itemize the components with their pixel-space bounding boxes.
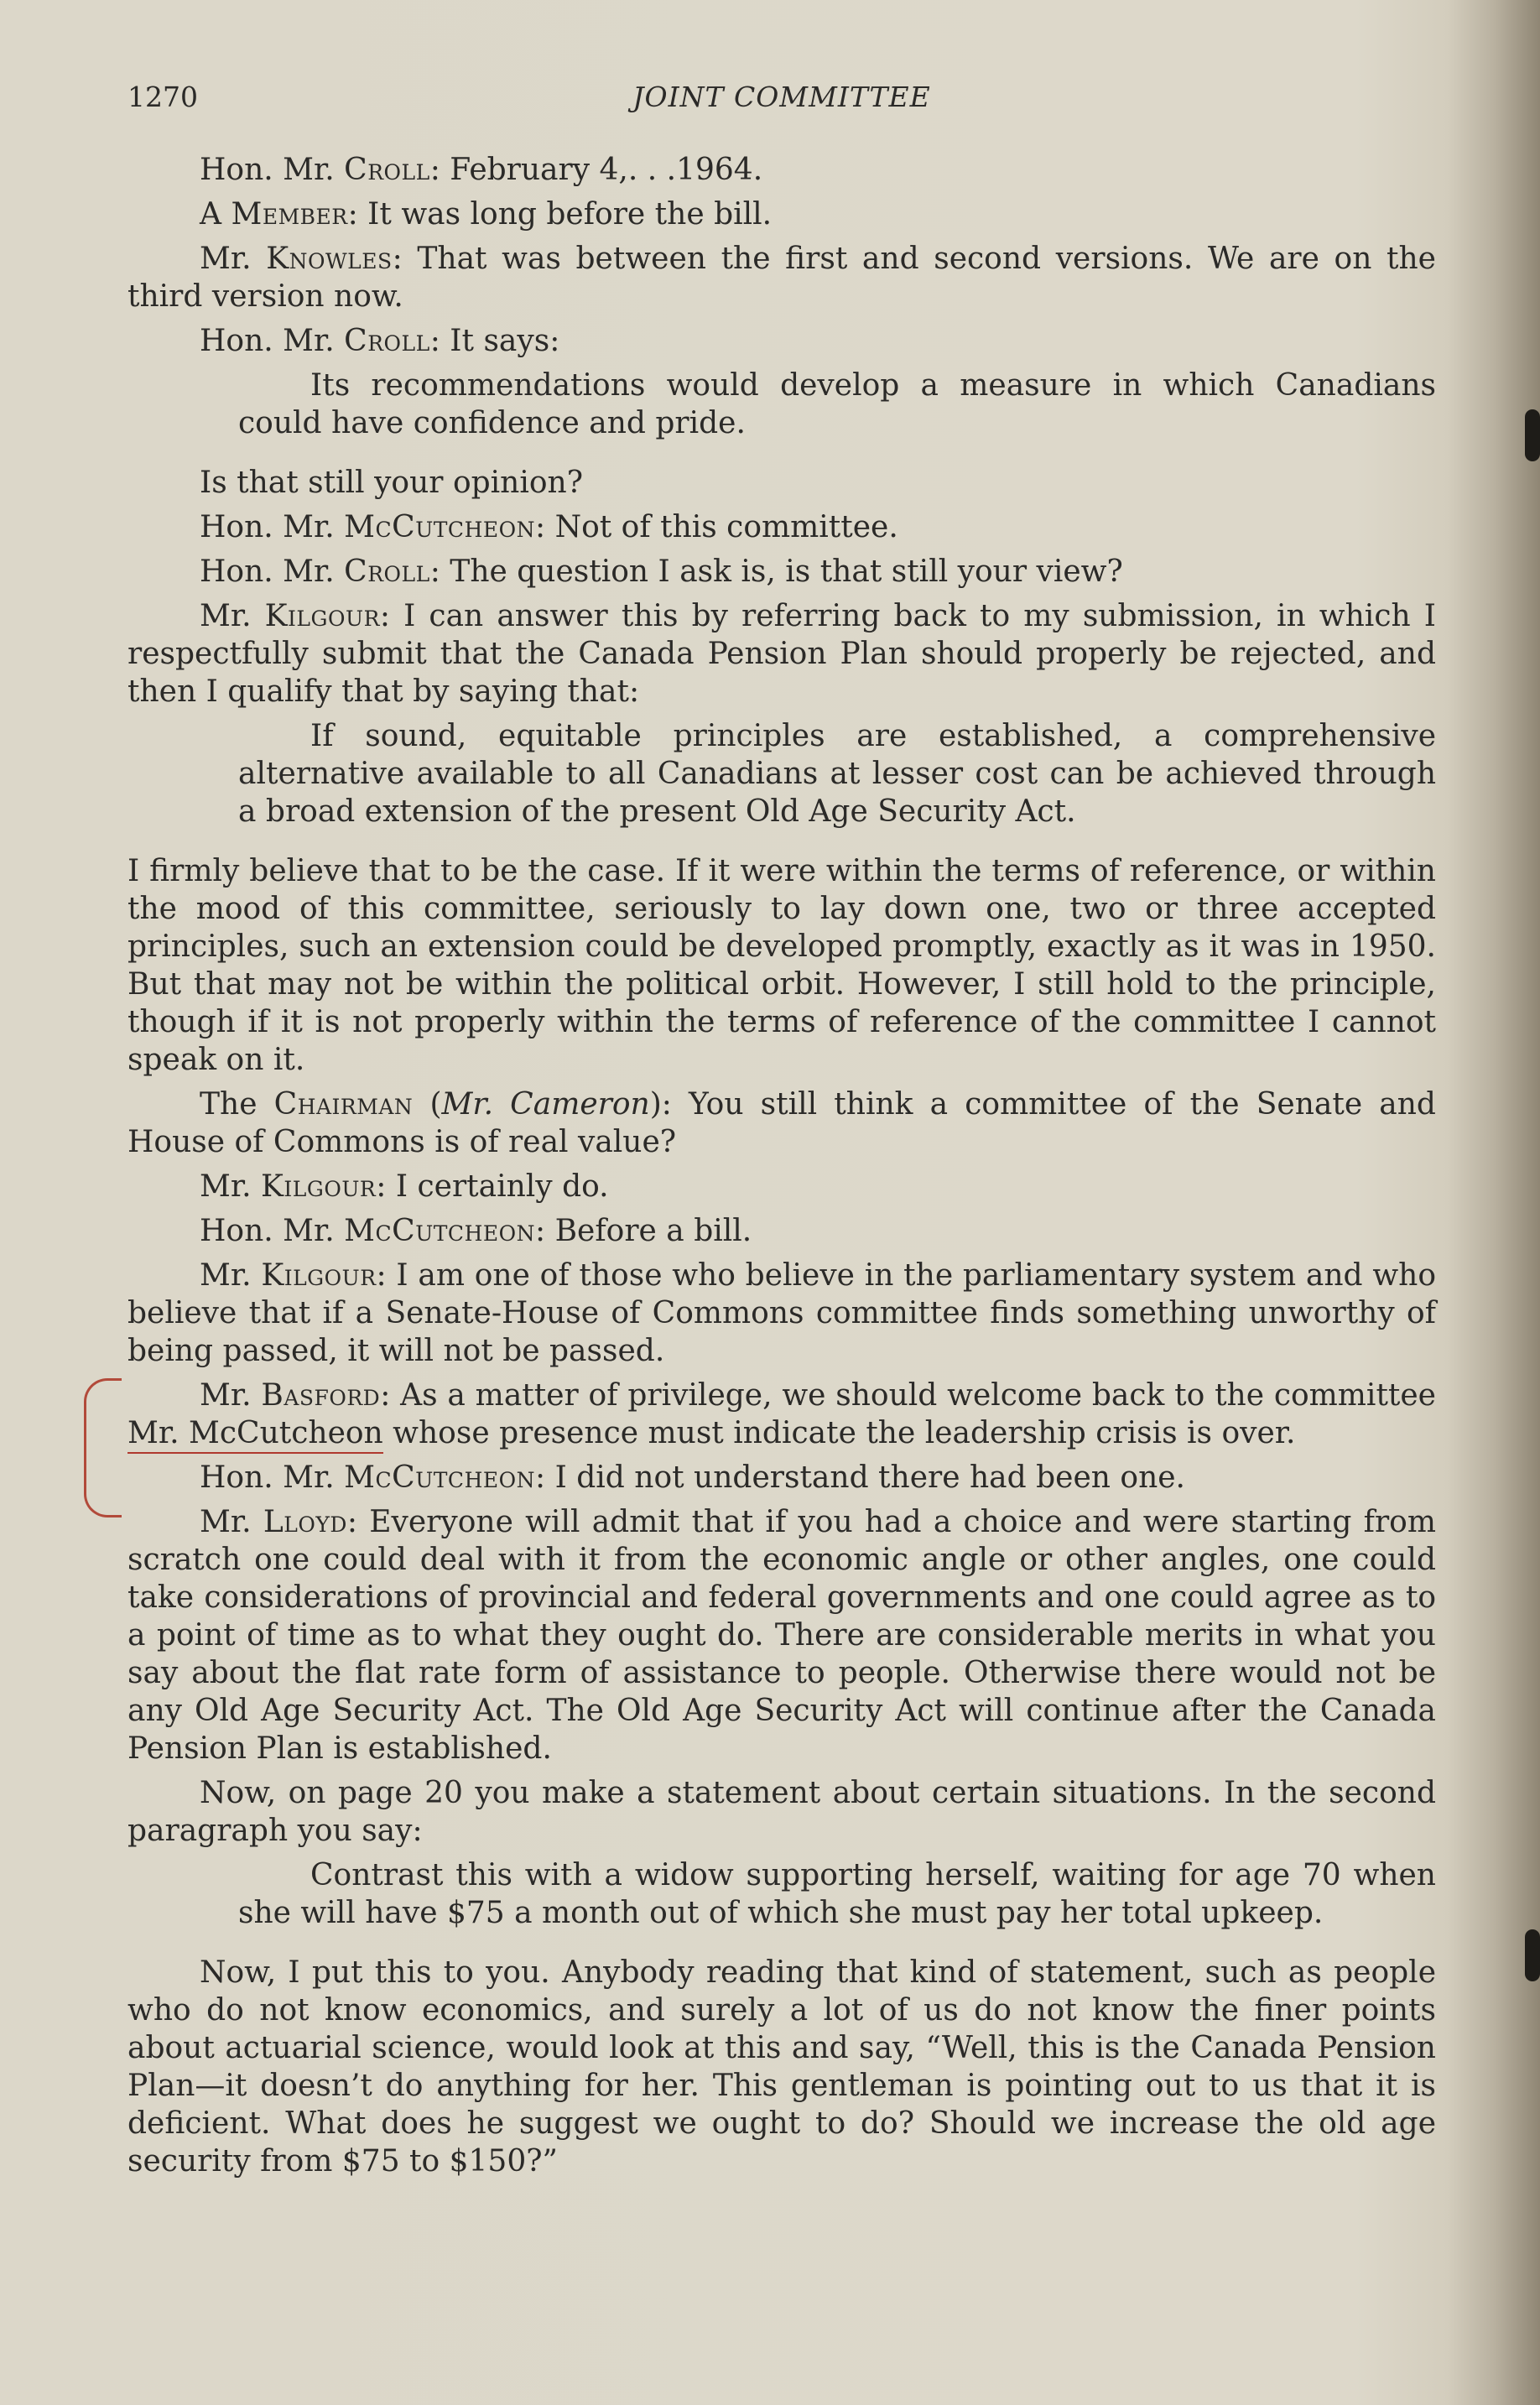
running-head: JOINT COMMITTEE [632, 81, 931, 113]
paragraph: A Member: It was long before the bill. [200, 197, 773, 232]
margin-bracket-annotation [84, 1378, 122, 1517]
speaker-name: Chairman [273, 1087, 414, 1122]
block-quote: If sound, equitable principles are established, a comprehensive alternative available to all Canadians at lesser cost can be achieved through a broad extension of the present Old Age Security Act. [238, 719, 1436, 829]
speaker-name: Croll [344, 554, 430, 589]
speaker-name: Knowles [266, 242, 393, 276]
paragraph-annotated: Mr. Basford: As a matter of privilege, we should welcome back to the committee Mr. McCutcheon whose presence must indicate the leadership crisis is over. [127, 1377, 1436, 1452]
paragraph: Mr. Lloyd: Everyone will admit that if you had a choice and were starting from scratch one could deal with it from the economic angle or other angles, one could take considerations of provincial and federal governments and one could agree as to a point of time as to what they ought do. There are considerable merits in what you say about the flat rate form of assistance to people. Otherwise there would not be any Old Age Security Act. The Old Age Security Act will continue after the Canada Pension Plan is established. [127, 1505, 1436, 1766]
paragraph: I firmly believe that to be the case. If it were within the terms of reference, or within the mood of this committee, seriously to lay down one, two or three accepted principles, such an extension could be developed promptly, exactly as it was in 1950. But that may not be within the political orbit. However, I still hold to the principle, though if it is not properly within the terms of reference of the committee I cannot speak on it. [127, 854, 1436, 1077]
paragraph: Hon. Mr. McCutcheon: Not of this committee. [200, 510, 898, 544]
paragraph: Mr. Kilgour: I can answer this by referring back to my submission, in which I respectfully submit that the Canada Pension Plan should properly be rejected, and then I qualify that by saying that: [127, 599, 1436, 709]
speaker-name: Croll [344, 153, 430, 187]
paragraph: Now, I put this to you. Anybody reading that kind of statement, such as people who do not know economics, and surely a lot of us do not know the finer points about actuarial science, would look at this and say, “Well, this is the Canada Pension Plan—it doesn’t do anything for her. This gentleman is pointing out to us that it is deficient. What does he suggest we ought to do? Should we increase the old age security from $75 to $150?” [127, 1955, 1436, 2179]
speaker-name: Kilgour [264, 599, 380, 633]
paragraph: Hon. Mr. Croll: The question I ask is, is that still your view? [200, 554, 1123, 589]
transcript-body [127, 151, 1436, 2187]
block-quote: Contrast this with a widow supporting herself, waiting for age 70 when she will have $75 a month out of which she must pay her total upkeep. [238, 1858, 1436, 1930]
paragraph: Mr. Kilgour: I certainly do. [200, 1169, 609, 1204]
paragraph: Hon. Mr. McCutcheon: I did not understand there had been one. [200, 1460, 1186, 1495]
underlined-name: Mr. McCutcheon [127, 1416, 383, 1454]
paragraph: Hon. Mr. Croll: It says: [200, 324, 560, 358]
paragraph: The Chairman (Mr. Cameron): You still think a committee of the Senate and House of Commons is of real value? [127, 1087, 1436, 1159]
speaker-name: Kilgour [261, 1258, 377, 1293]
speaker-name: Croll [344, 324, 430, 358]
paragraph: Mr. Kilgour: I am one of those who believe in the parliamentary system and who believe that if a Senate-House of Commons committee finds something unworthy of being passed, it will not be passed. [127, 1258, 1436, 1368]
speaker-name: McCutcheon [344, 1460, 535, 1495]
paragraph: Hon. Mr. McCutcheon: Before a bill. [200, 1214, 752, 1248]
speaker-name: Lloyd [263, 1505, 347, 1539]
paragraph: Mr. Knowles: That was between the first and second versions. We are on the third version now. [127, 242, 1436, 314]
paragraph: Is that still your opinion? [200, 466, 584, 500]
binding-hole [1525, 1929, 1540, 1981]
page-header [127, 81, 1436, 119]
paragraph: Hon. Mr. Croll: February 4,. . .1964. [200, 153, 763, 187]
speaker-name: Basford [261, 1378, 381, 1413]
paragraph: Now, on page 20 you make a statement about certain situations. In the second paragraph you say: [127, 1776, 1436, 1848]
binding-hole [1525, 409, 1540, 461]
page-number: 1270 [127, 81, 198, 113]
block-quote: Its recommendations would develop a measure in which Canadians could have confidence and pride. [238, 368, 1436, 440]
speaker-name: McCutcheon [344, 1214, 535, 1248]
speaker-name: Kilgour [261, 1169, 377, 1204]
speaker-name: Member [231, 197, 348, 232]
chairman-name: Mr. Cameron [441, 1087, 650, 1122]
speaker-name: McCutcheon [344, 510, 535, 544]
